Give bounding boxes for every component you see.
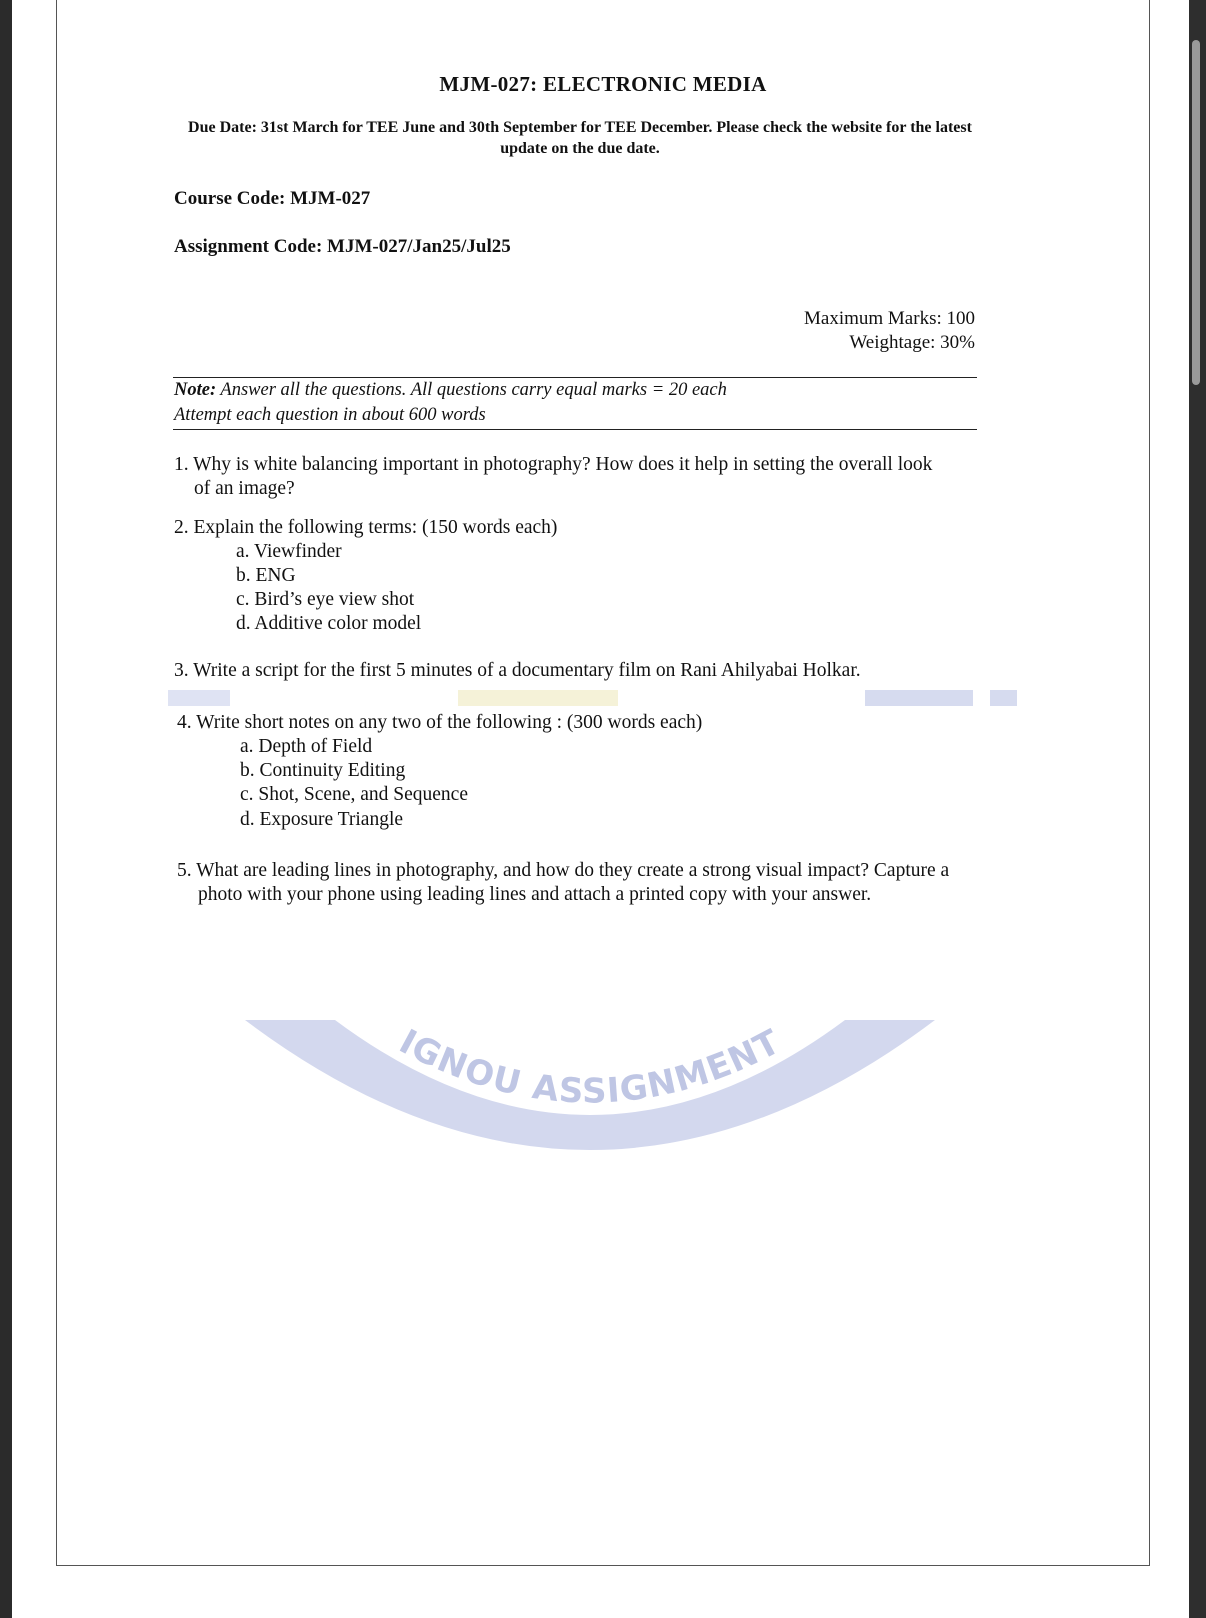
maximum-marks: Maximum Marks: 100 (804, 308, 975, 329)
watermark-text: IGNOU ASSIGNMENT (392, 1021, 788, 1112)
note-line-2: Attempt each question in about 600 words (174, 405, 486, 425)
weightage: Weightage: 30% (849, 332, 975, 353)
document-page (56, 0, 1150, 1566)
watermark-fragment (168, 690, 230, 706)
question-2-item-b: b. ENG (236, 565, 296, 586)
document-title: MJM-027: ELECTRONIC MEDIA (439, 72, 767, 96)
note-line-1 (174, 380, 727, 401)
question-2: 2. Explain the following terms: (150 words each) (174, 517, 558, 538)
note-top-rule (173, 377, 977, 378)
due-date-text: Due Date: 31st March for TEE June and 30th September for TEE December. Please check the website for the latest update on the due date. (188, 119, 972, 157)
question-4-item-d: d. Exposure Triangle (240, 809, 404, 830)
note-bottom-rule (173, 429, 977, 430)
course-code: Course Code: MJM-027 (174, 188, 371, 209)
question-4-item-b: b. Continuity Editing (240, 760, 406, 781)
note-text: Answer all the questions. All questions carry equal marks = 20 each (216, 380, 727, 400)
assignment-code: Assignment Code: MJM-027/Jan25/Jul25 (174, 236, 511, 257)
question-5-line-1: 5. What are leading lines in photography, and how do they create a strong visual impact? Capture a (177, 860, 950, 881)
watermark-logo (245, 1020, 935, 1215)
question-1-line-2: of an image? (194, 478, 295, 499)
question-2-item-c: c. Bird’s eye view shot (236, 589, 415, 610)
viewer-left-edge (0, 0, 12, 1618)
watermark-fragment (990, 690, 1017, 706)
question-4-item-a: a. Depth of Field (240, 736, 373, 757)
question-1-line-1: 1. Why is white balancing important in photography? How does it help in setting the overall look (174, 454, 933, 475)
question-5-line-2: photo with your phone using leading lines and attach a printed copy with your answer. (198, 884, 872, 905)
question-2-item-d: d. Additive color model (236, 613, 422, 634)
watermark-fragment (865, 690, 973, 706)
question-4-item-c: c. Shot, Scene, and Sequence (240, 784, 468, 805)
note-label: Note: (174, 380, 217, 400)
question-3: 3. Write a script for the first 5 minutes of a documentary film on Rani Ahilyabai Holkar. (174, 660, 861, 681)
watermark-fragment (458, 690, 618, 706)
question-4: 4. Write short notes on any two of the following : (300 words each) (177, 712, 703, 733)
question-2-item-a: a. Viewfinder (236, 541, 342, 562)
